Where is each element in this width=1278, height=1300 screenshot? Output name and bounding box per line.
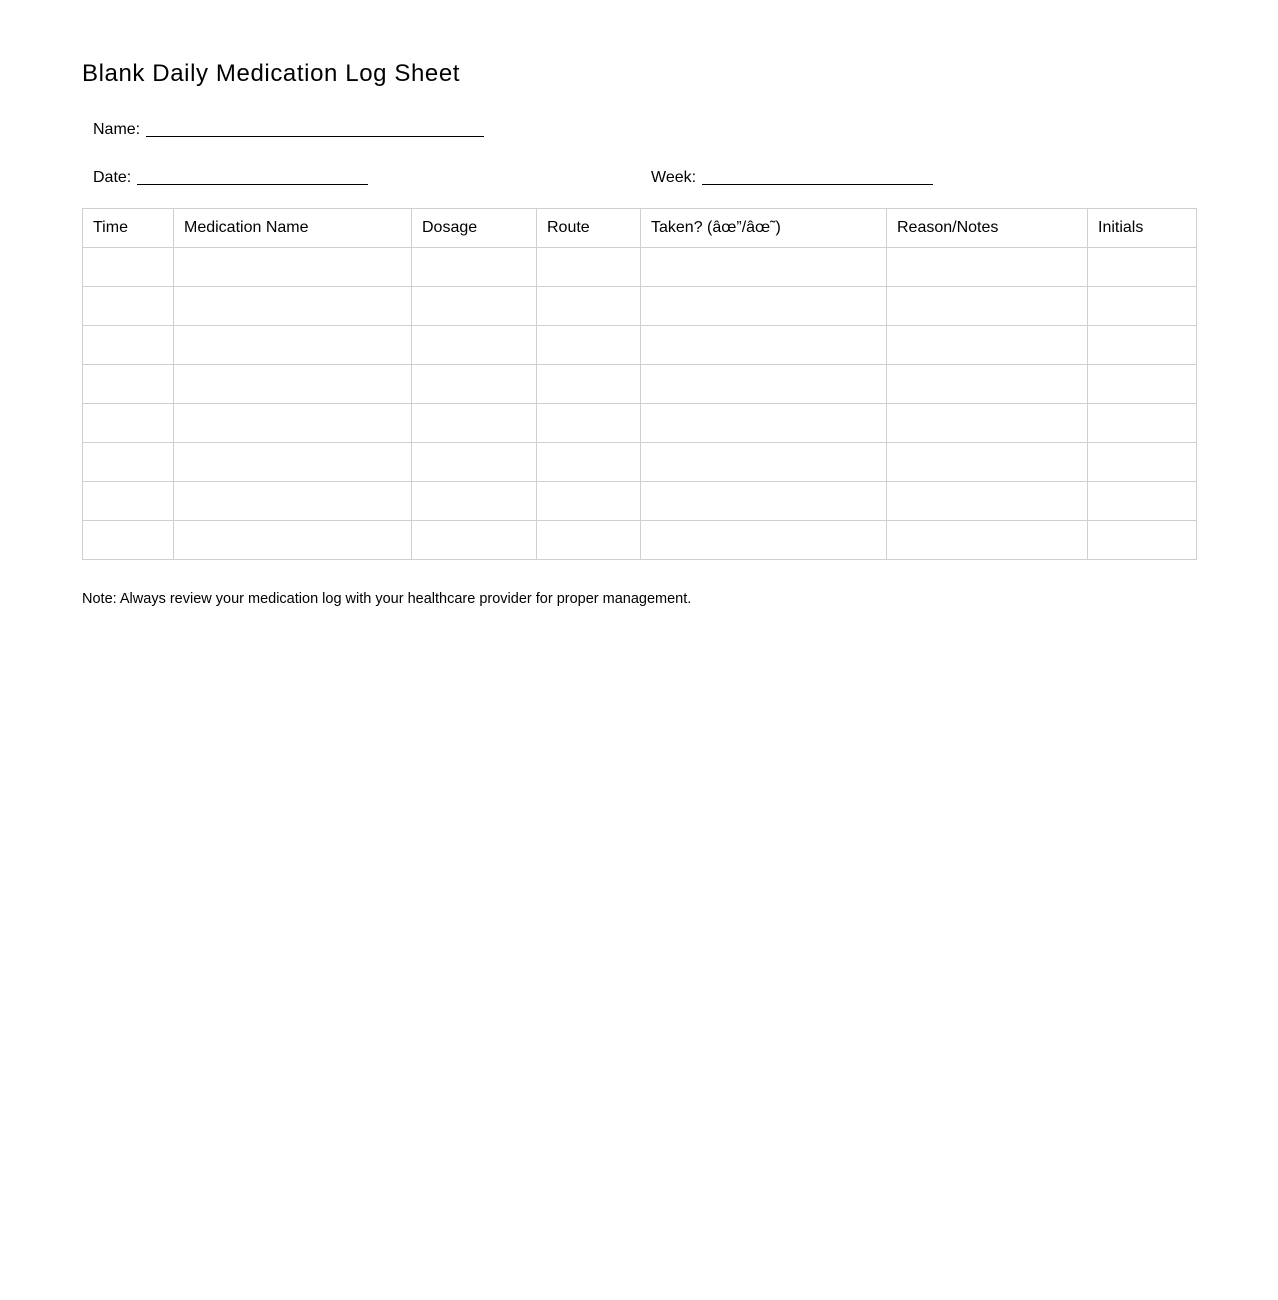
cell-route[interactable] (537, 326, 641, 365)
cell-route[interactable] (537, 404, 641, 443)
table-row (83, 443, 1197, 482)
cell-initials[interactable] (1088, 365, 1197, 404)
footer-note: Note: Always review your medication log with your healthcare provider for proper management. (82, 591, 692, 607)
header-reason-notes: Reason/Notes (887, 209, 1088, 248)
header-time: Time (83, 209, 174, 248)
cell-taken[interactable] (641, 326, 887, 365)
table-row (83, 482, 1197, 521)
cell-initials[interactable] (1088, 404, 1197, 443)
cell-taken[interactable] (641, 365, 887, 404)
cell-initials[interactable] (1088, 482, 1197, 521)
cell-dosage[interactable] (412, 326, 537, 365)
cell-taken[interactable] (641, 404, 887, 443)
table-row (83, 521, 1197, 560)
cell-taken[interactable] (641, 482, 887, 521)
cell-initials[interactable] (1088, 443, 1197, 482)
table-row (83, 404, 1197, 443)
cell-initials[interactable] (1088, 248, 1197, 287)
cell-initials[interactable] (1088, 521, 1197, 560)
header-initials: Initials (1088, 209, 1197, 248)
cell-route[interactable] (537, 521, 641, 560)
cell-time[interactable] (83, 521, 174, 560)
cell-reason-notes[interactable] (887, 521, 1088, 560)
cell-reason-notes[interactable] (887, 248, 1088, 287)
cell-medication-name[interactable] (174, 365, 412, 404)
header-taken: Taken? (âœ”/âœ˜) (641, 209, 887, 248)
cell-reason-notes[interactable] (887, 287, 1088, 326)
cell-medication-name[interactable] (174, 443, 412, 482)
cell-route[interactable] (537, 365, 641, 404)
cell-medication-name[interactable] (174, 482, 412, 521)
week-blank-line[interactable] (702, 168, 933, 185)
name-field[interactable] (93, 120, 484, 140)
table-row (83, 326, 1197, 365)
cell-reason-notes[interactable] (887, 482, 1088, 521)
cell-time[interactable] (83, 248, 174, 287)
cell-initials[interactable] (1088, 287, 1197, 326)
cell-taken[interactable] (641, 248, 887, 287)
cell-route[interactable] (537, 287, 641, 326)
cell-reason-notes[interactable] (887, 326, 1088, 365)
cell-medication-name[interactable] (174, 248, 412, 287)
table-row (83, 248, 1197, 287)
cell-taken[interactable] (641, 443, 887, 482)
cell-route[interactable] (537, 443, 641, 482)
cell-dosage[interactable] (412, 365, 537, 404)
cell-route[interactable] (537, 482, 641, 521)
page-title: Blank Daily Medication Log Sheet (82, 60, 461, 87)
cell-dosage[interactable] (412, 521, 537, 560)
cell-medication-name[interactable] (174, 404, 412, 443)
week-field[interactable] (651, 168, 933, 188)
date-label: Date: (93, 169, 132, 186)
cell-dosage[interactable] (412, 287, 537, 326)
cell-time[interactable] (83, 287, 174, 326)
date-blank-line[interactable] (137, 168, 368, 185)
header-dosage: Dosage (412, 209, 537, 248)
cell-medication-name[interactable] (174, 521, 412, 560)
table-header-row (83, 209, 1197, 248)
header-medication-name: Medication Name (174, 209, 412, 248)
cell-reason-notes[interactable] (887, 404, 1088, 443)
cell-time[interactable] (83, 404, 174, 443)
cell-taken[interactable] (641, 287, 887, 326)
cell-dosage[interactable] (412, 248, 537, 287)
cell-time[interactable] (83, 482, 174, 521)
cell-dosage[interactable] (412, 404, 537, 443)
cell-route[interactable] (537, 248, 641, 287)
name-label: Name: (93, 121, 141, 138)
header-route: Route (537, 209, 641, 248)
table-row (83, 287, 1197, 326)
cell-time[interactable] (83, 365, 174, 404)
medication-log-table (82, 208, 1197, 560)
week-label: Week: (651, 169, 697, 186)
cell-dosage[interactable] (412, 482, 537, 521)
cell-reason-notes[interactable] (887, 443, 1088, 482)
cell-reason-notes[interactable] (887, 365, 1088, 404)
date-field[interactable] (93, 168, 368, 188)
cell-taken[interactable] (641, 521, 887, 560)
cell-time[interactable] (83, 326, 174, 365)
cell-dosage[interactable] (412, 443, 537, 482)
cell-time[interactable] (83, 443, 174, 482)
cell-initials[interactable] (1088, 326, 1197, 365)
cell-medication-name[interactable] (174, 287, 412, 326)
table-row (83, 365, 1197, 404)
name-blank-line[interactable] (146, 120, 484, 137)
cell-medication-name[interactable] (174, 326, 412, 365)
